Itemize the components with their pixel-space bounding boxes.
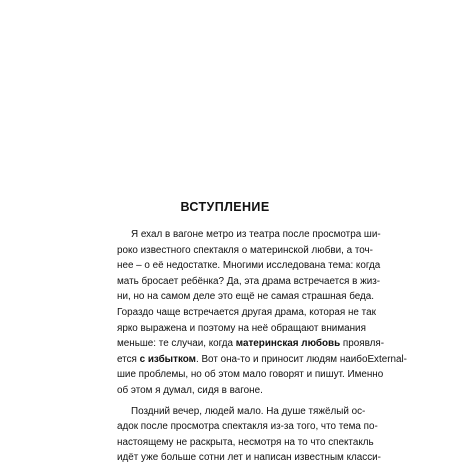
text-line bbox=[117, 383, 335, 399]
body-text bbox=[117, 227, 407, 466]
text-run: шие проблемы, но об этом мало говорят и пишут. Именно bbox=[117, 369, 384, 381]
text-line bbox=[117, 336, 384, 352]
text-line bbox=[117, 243, 373, 259]
text-run: адок после просмотра спектакля из-за того, что тема по- bbox=[117, 421, 378, 433]
text-line bbox=[117, 258, 381, 274]
text-run: об этом я думал, сидя в вагоне. bbox=[117, 384, 263, 396]
text-line bbox=[117, 404, 366, 420]
text-line bbox=[117, 450, 381, 466]
bold-phrase: с избытком bbox=[139, 353, 196, 365]
text-line bbox=[117, 227, 381, 243]
text-run: идёт уже больше сотни лет и написан известным класси- bbox=[117, 452, 381, 464]
text-run: ярко выражена и поэтому на неё обращают внимания bbox=[117, 322, 366, 334]
text-line bbox=[117, 352, 407, 368]
text-line bbox=[117, 274, 381, 290]
text-line bbox=[117, 321, 366, 337]
text-run: настоящему не раскрыта, несмотря на то что спектакль bbox=[117, 436, 374, 448]
chapter-heading: ВСТУПЛЕНИЕ bbox=[180, 200, 270, 214]
text-run: роко известного спектакля о материнской любви, а точ- bbox=[117, 244, 373, 256]
text-run: нее – о её недостатке. Многими исследована тема: когда bbox=[117, 260, 381, 272]
text-run: . Вот она-то и приносит людям наибоExternal- bbox=[195, 353, 407, 365]
text-run: Гораздо чаще встречается другая драма, которая не так bbox=[117, 306, 376, 318]
bold-phrase: материнская любовь bbox=[235, 338, 341, 350]
text-line bbox=[117, 435, 374, 451]
text-run: меньше: те случаи, когда bbox=[117, 338, 236, 350]
text-line bbox=[117, 367, 384, 383]
text-run: Поздний вечер, людей мало. На душе тяжёлый ос- bbox=[131, 405, 366, 417]
text-run: Я ехал в вагоне метро из театра после просмотра ши- bbox=[131, 229, 381, 240]
text-run: ется bbox=[117, 353, 140, 365]
text-run: проявля- bbox=[340, 338, 384, 350]
text-line bbox=[117, 419, 378, 435]
text-line bbox=[117, 289, 375, 305]
text-run: ни, но на самом деле это ещё не самая страшная беда. bbox=[117, 291, 375, 303]
text-run: мать бросает ребёнка? Да, эта драма встречается в жиз- bbox=[117, 275, 381, 287]
text-line bbox=[117, 305, 376, 321]
